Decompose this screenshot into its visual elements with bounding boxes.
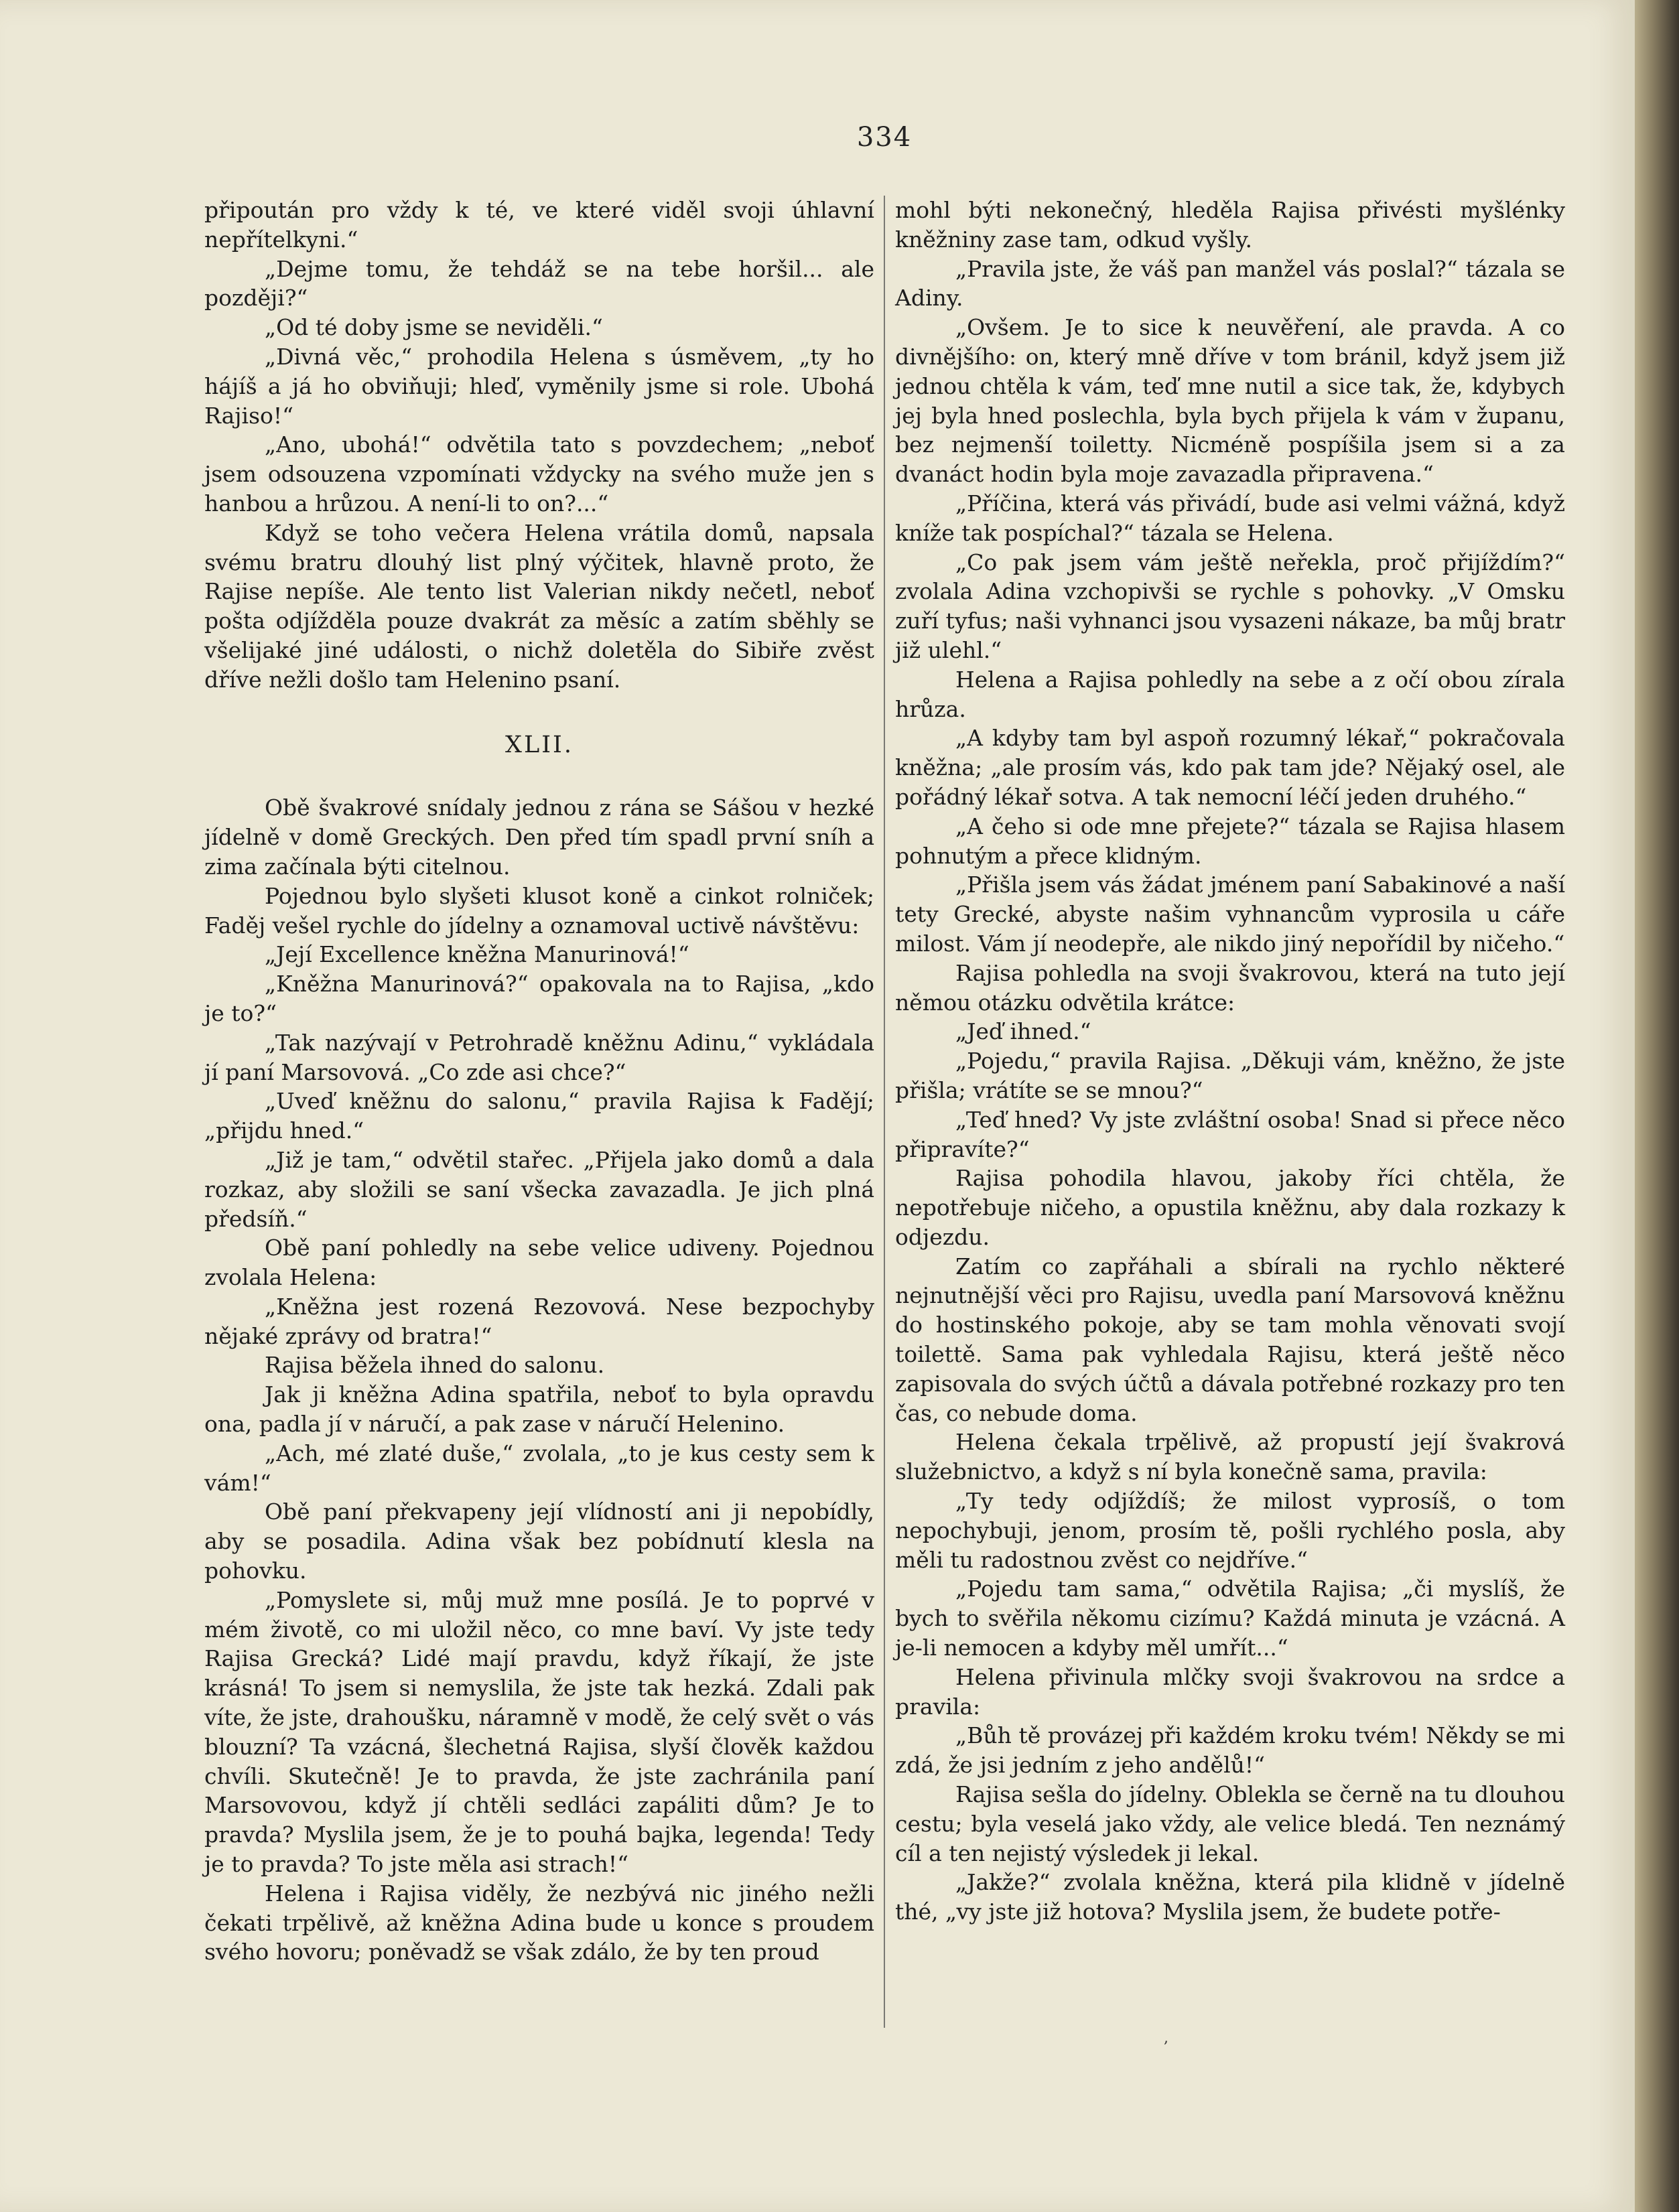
paragraph: Obě paní překvapeny její vlídností ani ji nepobídly, aby se posadila. Adina však bez pobídnutí klesla na pohovku.	[204, 1499, 874, 1584]
paragraph: „Její Excellence kněžna Manurinová!“	[265, 941, 689, 968]
paragraph: „Kněžna jest rozená Rezovová. Nese bezpochyby nějaké zprávy od bratra!“	[204, 1293, 874, 1349]
left-column	[204, 196, 874, 1967]
paragraph: „Kněžna Manurinová?“ opakovala na to Rajisa, „kdo je to?“	[204, 971, 874, 1026]
paragraph: Rajisa sešla do jídelny. Oblekla se černě na tu dlouhou cestu; byla veselá jako vždy, ale velice bledá. Ten neznámý cíl a ten nejistý výsledek ji lekal.	[895, 1781, 1565, 1866]
paragraph: „A čeho si ode mne přejete?“ tázala se Rajisa hlasem pohnutým a přece klidným.	[895, 813, 1565, 869]
paragraph: Rajisa pohodila hlavou, jakoby říci chtěla, že nepotřebuje ničeho, a opustila kněžnu, aby dala rozkazy k odjezdu.	[895, 1165, 1565, 1250]
paragraph: „Ovšem. Je to sice k neuvěření, ale pravda. A co divnějšího: on, který mně dříve v tom bránil, když jsem již jednou chtěla k vám, teď mne nutil a sice tak, že, kdybych jej byla hned poslechla, byla bych přijela k vám v županu, bez nejmenší toiletty. Nicméně pospíšila jsem si a za dvanáct hodin byla moje zavazadla připravena.“	[895, 314, 1565, 488]
right-paragraphs	[895, 196, 1565, 1927]
ink-speck: ,	[1164, 2030, 1168, 2047]
page-edge	[1635, 0, 1679, 2212]
paragraph: mohl býti nekonečný, hleděla Rajisa přivésti myšlénky kněžniny zase tam, odkud vyšly.	[895, 197, 1565, 253]
paragraph: „Jakže?“ zvolala kněžna, která pila klidně v jídelně thé, „vy jste již hotova? Myslila jsem, že budete potře-	[895, 1869, 1565, 1925]
paragraph: „A kdyby tam byl aspoň rozumný lékař,“ pokračovala kněžna; „ale prosím vás, kdo pak tam jde? Nějaký osel, ale pořádný lékař sotva. A tak nemocní léčí jeden druhého.“	[895, 725, 1565, 810]
paragraph: „Teď hned? Vy jste zvláštní osoba! Snad si přece něco připravíte?“	[895, 1106, 1565, 1162]
paragraph: Pojednou bylo slyšeti klusot koně a cinkot rolniček; Faděj vešel rychle do jídelny a oznamoval uctivě návštěvu:	[204, 882, 874, 939]
page-number: 334	[856, 122, 913, 153]
paragraph: „Tak nazývají v Petrohradě kněžnu Adinu,“ vykládala jí paní Marsovová. „Co zde asi chce?“	[204, 1029, 874, 1085]
paragraph: Rajisa běžela ihned do salonu.	[265, 1352, 605, 1379]
paragraph: Zatím co zapřáhali a sbírali na rychlo některé nejnutnější věci pro Rajisu, uvedla paní Marsovová kněžnu do hostinského pokoje, aby se tam mohla věnovati svojí toilettě. Sama pak vyhledala Rajisu, která ještě něco zapisovala do svých účtů a dávala potřebné rozkazy pro ten čas, co nebude doma.	[895, 1253, 1565, 1426]
paragraph: „Ty tedy odjíždíš; že milost vyprosíš, o tom nepochybuji, jenom, prosím tě, pošli rychlého posla, aby měli tu radostnou zvěst co nejdříve.“	[895, 1488, 1565, 1573]
column-divider	[884, 196, 885, 2028]
paragraph: Helena přivinula mlčky svoji švakrovou na srdce a pravila:	[895, 1663, 1565, 1720]
paragraph: připoután pro vždy k té, ve které viděl svoji úhlavní nepřítelkyni.“	[204, 197, 874, 253]
paragraph: „Pojedu tam sama,“ odvětila Rajisa; „či myslíš, že bych to svěřila někomu cizímu? Každá minuta je vzácná. A je-li nemocen a kdyby měl umřít...“	[895, 1576, 1565, 1661]
paragraph: Helena čekala trpělivě, až propustí její švakrová služebnictvo, a když s ní byla konečně sama, pravila:	[895, 1429, 1565, 1485]
paragraph: „Ano, ubohá!“ odvětila tato s povzdechem; „neboť jsem odsouzena vzpomínati vždycky na svého muže jen s hanbou a hrůzou. A není-li to on?...“	[204, 431, 874, 516]
right-column	[895, 196, 1565, 1927]
paragraph: Obě paní pohledly na sebe velice udiveny. Pojednou zvolala Helena:	[204, 1235, 874, 1291]
paragraph: Helena a Rajisa pohledly na sebe a z očí obou zírala hrůza.	[895, 666, 1565, 722]
paragraph: „Dejme tomu, že tehdáž se na tebe horšil... ale později?“	[204, 255, 874, 312]
paragraph: „Jeď ihned.“	[955, 1018, 1091, 1045]
paragraph: „Pravila jste, že váš pan manžel vás poslal?“ tázala se Adiny.	[895, 255, 1565, 312]
paragraph: Jak ji kněžna Adina spatřila, neboť to byla opravdu ona, padla jí v náručí, a pak zase v náručí Helenino.	[204, 1381, 874, 1438]
paragraph: „Příčina, která vás přivádí, bude asi velmi vážná, když kníže tak pospíchal?“ tázala se Helena.	[895, 490, 1565, 546]
paragraph: „Uveď kněžnu do salonu,“ pravila Rajisa k Fadějí; „přijdu hned.“	[204, 1088, 874, 1144]
paragraph: „Již je tam,“ odvětil stařec. „Přijela jako domů a dala rozkaz, aby složili se saní všecka zavazadla. Je jich plná předsíň.“	[204, 1146, 874, 1232]
paragraph: „Pojedu,“ pravila Rajisa. „Děkuji vám, kněžno, že jste přišla; vrátíte se se mnou?“	[895, 1048, 1565, 1103]
paragraph: Když se toho večera Helena vrátila domů, napsala svému bratru dlouhý list plný výčitek, hlavně proto, že Rajise nepíše. Ale tento list Valerian nikdy nečetl, neboť pošta odjížděla pouze dvakrát za měsíc a zatím sběhly se všelijaké jiné události, o nichž doletěla do Sibiře zvěst dříve nežli došlo tam Helenino psaní.	[204, 519, 874, 693]
chapter-heading: XLII.	[505, 731, 574, 758]
paragraph: „Od té doby jsme se neviděli.“	[265, 314, 603, 341]
paragraph: „Divná věc,“ prohodila Helena s úsměvem, „ty ho hájíš a já ho obviňuji; hleď, vyměnily jsme si role. Ubohá Rajiso!“	[204, 343, 874, 429]
paragraph: Obě švakrové snídaly jednou z rána se Sášou v hezké jídelně v domě Greckých. Den před tím spadl první sníh a zima začínala býti citelnou.	[204, 794, 874, 880]
paragraph: Rajisa pohledla na svoji švakrovou, která na tuto její němou otázku odvětila krátce:	[895, 959, 1565, 1016]
paragraph: „Přišla jsem vás žádat jménem paní Sabakinové a naší tety Grecké, abyste našim vyhnancům vyprosila u cáře milost. Vám jí neodepře, ale nikdo jiný nepořídil by ničeho.“	[895, 872, 1565, 957]
left-paragraphs-before-heading	[204, 196, 874, 695]
paragraph: „Bůh tě provázej při každém kroku tvém! Někdy se mi zdá, že jsi jedním z jeho andělů!“	[895, 1722, 1565, 1779]
paragraph: „Ach, mé zlaté duše,“ zvolala, „to je kus cesty sem k vám!“	[204, 1440, 874, 1496]
left-paragraphs-after-heading	[204, 793, 874, 1967]
paragraph: „Co pak jsem vám ještě neřekla, proč přijíždím?“ zvolala Adina vzchopivši se rychle s pohovky. „V Omsku zuří tyfus; naši vyhnanci jsou vysazeni nákaze, ba můj bratr již ulehl.“	[895, 549, 1565, 663]
paragraph: „Pomyslete si, můj muž mne posílá. Je to poprvé v mém životě, co mi uložil něco, co mne baví. Vy jste tedy Rajisa Grecká? Lidé mají pravdu, když říkají, že jste krásná! To jsem si nemyslila, že jste tak hezká. Zdali pak víte, že jste, drahoušku, náramně v modě, že celý svět o vás blouzní? Ta vzácná, šlechetná Rajisa, slyší člověk každou chvíli. Skutečně! Je to pravda, že jste zachránila paní Marsovovou, když jí chtěli sedláci zapáliti dům? Je to pravda? Myslila jsem, že je to pouhá bajka, legenda! Tedy je to pravda? To jste měla asi strach!“	[204, 1586, 874, 1878]
paragraph: Helena i Rajisa viděly, že nezbývá nic jiného nežli čekati trpělivě, až kněžna Adina bude u konce s proudem svého hovoru; poněvadž se však zdálo, že by ten proud	[204, 1880, 874, 1965]
